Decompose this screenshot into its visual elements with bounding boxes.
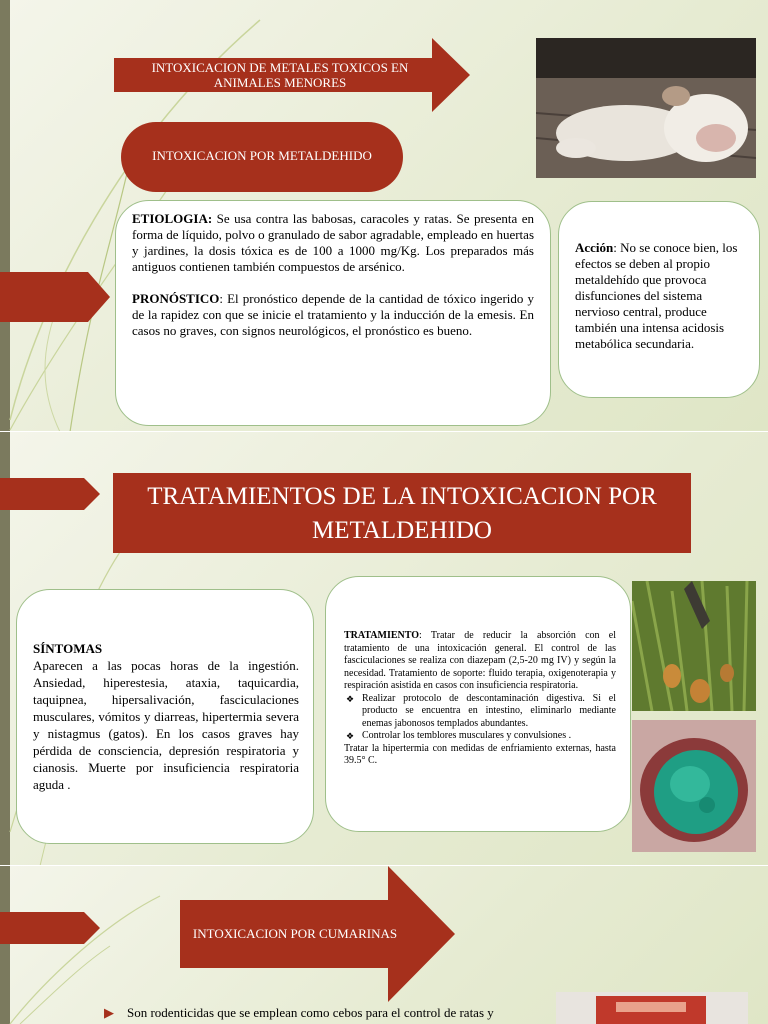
accion-label: Acción	[575, 240, 614, 255]
pronostico-paragraph	[132, 291, 534, 339]
green-granules-photo	[632, 720, 756, 852]
slide-3	[0, 866, 768, 1024]
sleeping-dog-photo	[536, 38, 756, 178]
pronostico-label: PRONÓSTICO	[132, 291, 220, 306]
sintomas-text: Aparecen a las pocas horas de la ingestión. Ansiedad, hiperestesia, ataxia, taquicardia, taquipnea, hipersalivación, fasciculaciones musculares, vómitos y diarreas, hipertermia severa y nistagmus (gatos). En los casos graves hay pérdida de consciencia, depresión respiratoria y cianosis. Muerte por insuficiencia respiratoria aguda .	[33, 658, 299, 792]
treatment-title: TRATAMIENTOS DE LA INTOXICACION POR METALDEHIDO	[147, 483, 657, 544]
slide-1	[0, 0, 768, 432]
tratamiento-tail: Tratar la hipertermia con medidas de enfriamiento externas, hasta 39.5° C.	[344, 742, 616, 766]
rodenticide-photo	[556, 992, 748, 1024]
side-arrow	[0, 912, 100, 944]
list-item: ❖ Realizar protocolo de descontaminación digestiva. Si el producto se encuentra en intestino, eliminarlo mediante enemas jabonosos templados abundantes.	[362, 693, 616, 731]
etiologia-text: Se usa contra las babosas, caracoles y ratas. Se presenta en forma de líquido, polvo o granulado de sabor agradable, empleado en huertas y jardines, la dosis tóxica es de 100 a 1000 mg/Kg. Los preparados más antiguos contienen también compuestos de arsénico.	[132, 211, 534, 274]
tratamiento-box	[325, 576, 631, 832]
main-title: INTOXICACION DE METALES TOXICOS EN ANIMALES MENORES	[151, 60, 409, 90]
accion-paragraph	[575, 240, 745, 352]
side-arrow	[0, 478, 100, 510]
snails-photo	[632, 581, 756, 711]
sintomas-box	[16, 589, 314, 844]
tratamiento-label: TRATAMIENTO	[344, 630, 420, 641]
cumarinas-text: Son rodenticidas que se emplean como cebos para el control de ratas y	[127, 1005, 494, 1020]
bullet-icon: ▶	[104, 1005, 114, 1020]
list-item: ❖ Controlar los temblores musculares y convulsiones .	[362, 730, 616, 743]
tratamiento-text: : Tratar de reducir la absorción con el tratamiento de una intoxicación general. El control de las fasciculaciones se realiza con diazepam (2,5-20 mg IV) y según la necesidad. Tratamiento de soporte: fluido terapia, oxigenoterapia y respiración asistida en casos con insuficiencia respiratoria.	[344, 630, 616, 691]
etiologia-paragraph	[132, 211, 534, 275]
slide-2	[0, 432, 768, 866]
accion-box	[558, 201, 760, 398]
tratamiento-paragraph	[344, 630, 616, 693]
sintomas-label: SÍNTOMAS	[33, 641, 103, 656]
etiologia-label: ETIOLOGIA:	[132, 211, 213, 226]
etiologia-box	[115, 200, 551, 426]
pronostico-text: : El pronóstico depende de la cantidad de tóxico ingerido y de la rapidez con que se inicie el tratamiento y la inducción de la emesis. En casos no graves, con signos neurológicos, el pronóstico es bueno.	[132, 291, 534, 338]
subtitle: INTOXICACION POR METALDEHIDO	[152, 148, 372, 163]
accion-text: : No se conoce bien, los efectos se deben al propio metaldehído que provoca disfunciones del sistema nervioso central, produce también una intensa acidosis metabólica secundaria.	[575, 240, 738, 351]
tratamiento-bullets	[344, 693, 616, 743]
cumarinas-title: INTOXICACION POR CUMARINAS	[192, 926, 398, 941]
side-arrow	[0, 272, 110, 322]
